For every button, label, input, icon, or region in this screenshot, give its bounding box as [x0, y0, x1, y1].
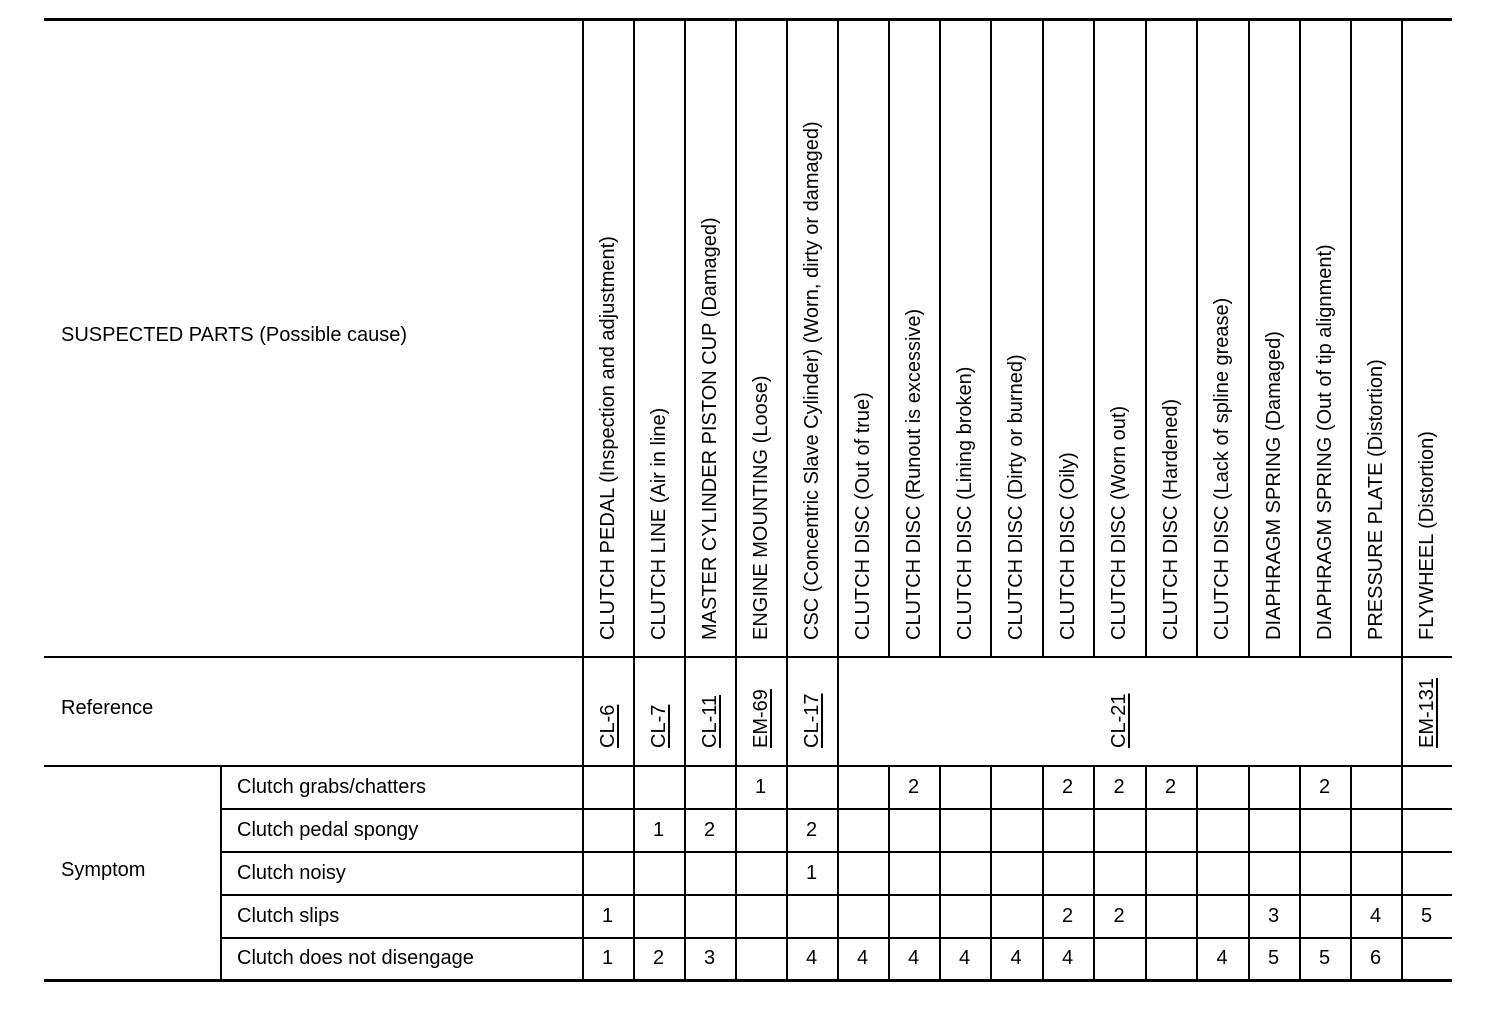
priority-cell: 4 — [958, 947, 971, 969]
symptom-row-label: Clutch noisy — [237, 861, 346, 884]
priority-cell: 1 — [754, 775, 767, 798]
part-header-1: CLUTCH PEDAL (Inspection and adjustment) — [596, 236, 619, 640]
column-line — [735, 18, 737, 979]
symptom-label: Symptom — [61, 859, 146, 881]
reference-link-em-131[interactable]: EM-131 — [1415, 677, 1438, 748]
part-header-12: CLUTCH DISC (Hardened) — [1159, 398, 1182, 640]
symptom-row-label: Clutch does not disengage — [237, 947, 474, 969]
part-header-10: CLUTCH DISC (Oily) — [1056, 452, 1079, 640]
priority-cell: 2 — [1113, 904, 1125, 927]
priority-cell: 4 — [805, 947, 818, 969]
part-header-16: PRESSURE PLATE (Distortion) — [1364, 359, 1387, 640]
priority-cell: 6 — [1369, 947, 1382, 969]
part-header-3: MASTER CYLINDER PISTON CUP (Damaged) — [698, 217, 721, 640]
priority-cell: 1 — [601, 904, 614, 927]
column-line — [990, 18, 992, 656]
priority-cell: 4 — [1216, 947, 1228, 969]
reference-bottom-line — [44, 765, 1452, 767]
priority-cell: 1 — [601, 947, 614, 969]
priority-cell: 4 — [1369, 904, 1382, 927]
row-divider-line — [220, 894, 1452, 896]
symptom-row-label: Clutch slips — [237, 904, 340, 927]
column-line — [837, 18, 839, 979]
part-header-5: CSC (Concentric Slave Cylinder) (Worn, dirty or damaged) — [800, 121, 823, 640]
priority-cell: 2 — [703, 818, 716, 841]
part-header-15: DIAPHRAGM SPRING (Out of tip alignment) — [1313, 244, 1336, 640]
part-header-14: DIAPHRAGM SPRING (Damaged) — [1262, 331, 1285, 640]
priority-cell: 3 — [703, 947, 716, 969]
priority-cell: 4 — [1061, 947, 1074, 969]
priority-cell: 1 — [805, 861, 818, 884]
symptom-row-label: Clutch pedal spongy — [237, 818, 419, 841]
column-line — [1248, 18, 1250, 656]
priority-cell: 2 — [1164, 775, 1177, 798]
reference-link-em-69[interactable]: EM-69 — [749, 689, 772, 748]
column-line — [582, 18, 584, 979]
priority-cell: 4 — [907, 947, 920, 969]
priority-cell: 2 — [805, 818, 818, 841]
row-divider-line — [220, 937, 1452, 939]
column-line — [939, 18, 941, 656]
part-header-11: CLUTCH DISC (Worn out) — [1108, 405, 1130, 640]
priority-cell: 4 — [1010, 947, 1022, 969]
reference-link-cl-11[interactable]: CL-11 — [698, 695, 721, 748]
part-header-7: CLUTCH DISC (Runout is excessive) — [902, 308, 925, 640]
priority-cell: 2 — [1061, 775, 1074, 798]
column-line — [888, 18, 890, 656]
symptom-subcolumn-line — [220, 765, 222, 979]
column-line — [1350, 18, 1352, 656]
priority-cell: 5 — [1318, 947, 1331, 969]
priority-cell: 1 — [652, 818, 665, 841]
priority-cell: 3 — [1267, 904, 1280, 927]
column-line — [1299, 18, 1301, 656]
priority-cell: 2 — [1318, 775, 1331, 798]
row-divider-line — [220, 808, 1452, 810]
part-header-13: CLUTCH DISC (Lack of spline grease) — [1211, 297, 1233, 640]
reference-link-cl-6[interactable]: CL-6 — [596, 704, 619, 748]
column-line — [1042, 18, 1044, 656]
suspected-parts-header: SUSPECTED PARTS (Possible cause) — [61, 324, 408, 346]
row-divider-line — [220, 851, 1452, 853]
symptom-row-label: Clutch grabs/chatters — [237, 775, 426, 798]
part-header-9: CLUTCH DISC (Dirty or burned) — [1005, 354, 1027, 640]
bottom-rule — [44, 979, 1452, 982]
priority-cell: 2 — [907, 775, 920, 798]
reference-link-cl-21[interactable]: CL-21 — [1108, 693, 1130, 748]
reference-label: Reference — [61, 697, 154, 719]
priority-cell: 5 — [1267, 947, 1280, 969]
header-bottom-line — [44, 656, 1452, 658]
reference-link-cl-17[interactable]: CL-17 — [800, 693, 823, 748]
priority-cell: 5 — [1420, 904, 1433, 927]
part-header-4: ENGINE MOUNTING (Loose) — [749, 375, 772, 640]
column-line — [1196, 18, 1198, 656]
priority-cell: 2 — [1113, 775, 1125, 798]
priority-cell: 4 — [856, 947, 869, 969]
column-line — [1093, 18, 1095, 656]
part-header-6: CLUTCH DISC (Out of true) — [851, 392, 874, 640]
part-header-8: CLUTCH DISC (Lining broken) — [953, 366, 976, 640]
priority-cell: 2 — [1061, 904, 1074, 927]
column-line — [1401, 18, 1403, 979]
reference-link-cl-7[interactable]: CL-7 — [647, 704, 670, 748]
priority-cell: 2 — [652, 947, 665, 969]
part-header-17: FLYWHEEL (Distortion) — [1415, 431, 1438, 640]
part-header-2: CLUTCH LINE (Air in line) — [647, 407, 670, 640]
top-rule — [44, 18, 1452, 21]
column-line — [1145, 18, 1147, 656]
